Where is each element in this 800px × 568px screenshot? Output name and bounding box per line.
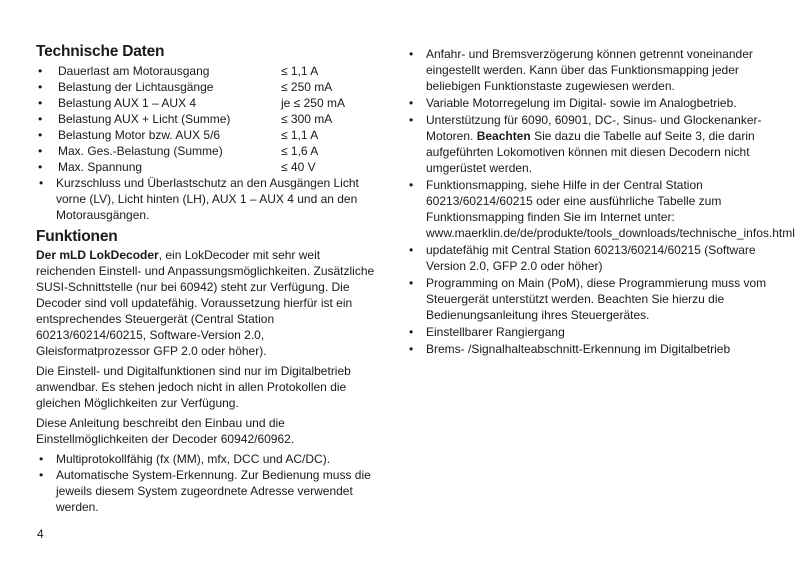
spec-value: ≤ 1,1 A: [281, 128, 319, 142]
digital-paragraph: Die Einstell- und Digitalfunktionen sind nur im Digitalbetrieb anwendbar. Es stehen jedoch nicht in allen Protokollen die gleichen Möglichkeiten zur Verfügung.: [36, 364, 351, 410]
list-item: • Funktionsmapping, siehe Hilfe in der Central Station 60213/60214/60215 oder eine ausführliche Tabelle zum Funktionsmapping finden Sie im Internet unter: www.maerklin.de/de/produkte/tools_downloads/technische_infos.html: [406, 177, 768, 241]
decoder-name: Der mLD LokDecoder: [36, 248, 159, 262]
list-item: • Variable Motorregelung im Digital- sowie im Analogbetrieb.: [406, 95, 768, 111]
list-item: • updatefähig mit Central Station 60213/60214/60215 (Software Version 2.0, GFP 2.0 oder höher): [406, 242, 768, 274]
feature-list-left: [36, 451, 381, 515]
list-item: • Einstellbarer Rangiergang: [406, 324, 768, 340]
spec-value: ≤ 40 V: [281, 160, 316, 174]
list-item: • Automatische System-Erkennung. Zur Bedienung muss die jeweils diesem System zugeordnete Adresse verwendet werden.: [36, 467, 381, 515]
list-item: • Programming on Main (PoM), diese Programmierung muss vom Steuergerät unterstützt werden. Beachten Sie hierzu die Bedienungsanleitung ihres Steuergerätes.: [406, 275, 768, 323]
spec-list: [36, 63, 381, 175]
spec-value: ≤ 300 mA: [281, 112, 333, 126]
right-column: [406, 46, 795, 358]
note-keyword: Beachten: [476, 129, 531, 143]
spec-row: • Belastung AUX + Licht (Summe) ≤ 300 mA: [36, 111, 381, 127]
intro-paragraph: [36, 247, 381, 359]
spec-value: je ≤ 250 mA: [281, 96, 345, 110]
spec-row: • Belastung der Lichtausgänge ≤ 250 mA: [36, 79, 381, 95]
spec-row: • Belastung Motor bzw. AUX 5/6 ≤ 1,1 A: [36, 127, 381, 143]
technical-data-heading: Technische Daten: [36, 43, 165, 60]
list-item: • Multiprotokollfähig (fx (MM), mfx, DCC und AC/DC).: [36, 451, 381, 467]
spec-label: Belastung der Lichtausgänge: [58, 80, 214, 94]
protection-list: [36, 175, 381, 223]
spec-row: • Dauerlast am Motorausgang ≤ 1,1 A: [36, 63, 381, 79]
list-item: [406, 112, 768, 176]
spec-label: Belastung Motor bzw. AUX 5/6: [58, 128, 221, 142]
list-item: • Anfahr- und Bremsverzögerung können getrennt voneinander eingestellt werden. Kann über das Funktionsmapping jeder beliebigen Funktionstaste zugewiesen werden.: [406, 46, 768, 94]
spec-label: Belastung AUX + Licht (Summe): [58, 112, 231, 126]
left-column: [36, 42, 381, 515]
spec-value: ≤ 1,6 A: [281, 144, 319, 158]
motor-support-text: Unterstützung für 6090, 60901, DC-, Sinus- und Glockenanker-Motoren.: [426, 113, 762, 143]
manual-scope-paragraph: Diese Anleitung beschreibt den Einbau und die Einstellmöglichkeiten der Decoder 60942/60962.: [36, 416, 295, 446]
spec-label: Max. Ges.-Belastung (Summe): [58, 144, 223, 158]
list-item: • Kurzschluss und Überlastschutz an den Ausgängen Licht vorne (LV), Licht hinten (LH), AUX 1 – AUX 4 und an den Motorausgängen.: [36, 175, 381, 223]
spec-label: Belastung AUX 1 – AUX 4: [58, 96, 197, 110]
spec-value: ≤ 1,1 A: [281, 64, 319, 78]
spec-label: Max. Spannung: [58, 160, 143, 174]
spec-row: • Max. Ges.-Belastung (Summe) ≤ 1,6 A: [36, 143, 381, 159]
motor-support-note: Sie dazu die Tabelle auf Seite 3, die darin aufgeführten Lokomotiven können mit diesen Decodern nicht umgerüstet werden.: [426, 129, 755, 175]
spec-row: • Belastung AUX 1 – AUX 4 je ≤ 250 mA: [36, 95, 381, 111]
spec-label: Dauerlast am Motorausgang: [58, 64, 210, 78]
feature-list-right: [406, 46, 795, 357]
list-item: • Brems- /Signalhalteabschnitt-Erkennung im Digitalbetrieb: [406, 341, 768, 357]
functions-heading: Funktionen: [36, 228, 118, 245]
page-number: 4: [37, 527, 44, 541]
spec-value: ≤ 250 mA: [281, 80, 333, 94]
intro-text: , ein LokDecoder mit sehr weit reichenden Einstell- und Anpassungsmöglichkeiten. Zusätzliche SUSI-Schnittstelle (nur bei 60942) steht zur Verfügung. Die Decoder sind voll updatefähig. Voraussetzung hierfür ist ein entsprechendes Steuergerät (Central Station 60213/60214/60215, Software-Version 2.0, Gleisformatprozessor GFP 2.0 oder höher).: [36, 248, 375, 358]
spec-row: • Max. Spannung ≤ 40 V: [36, 159, 381, 175]
